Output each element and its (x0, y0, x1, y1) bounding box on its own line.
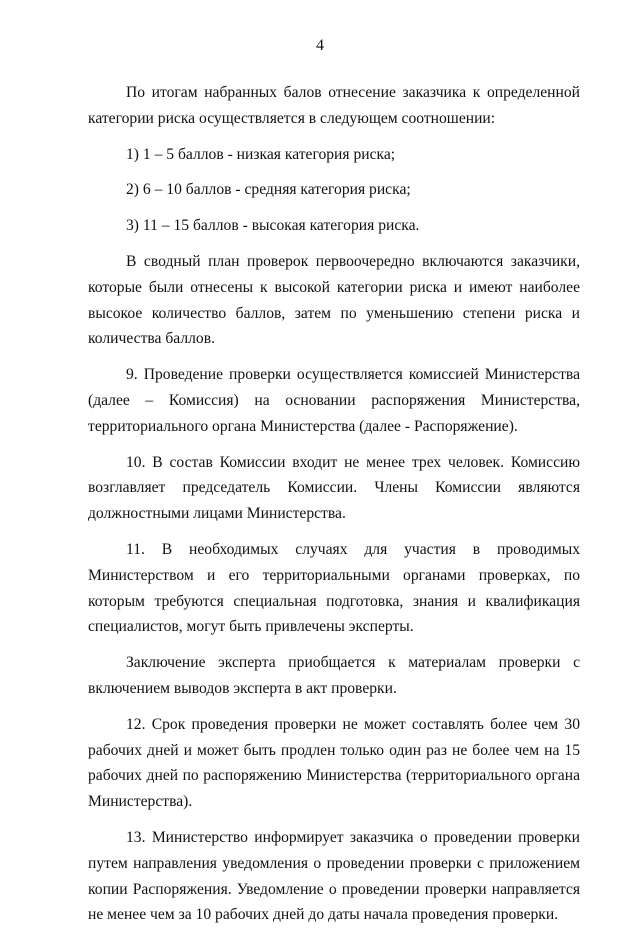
paragraph-item-10: 10. В состав Комиссии входит не менее трех человек. Комиссию возглавляет председатель Комиссии. Члены Комиссии являются должностными лицами Министерства. (88, 453, 580, 523)
paragraph-expert-conclusion: Заключение эксперта приобщается к материалам проверки с включением выводов эксперта в акт проверки. (88, 654, 580, 697)
paragraph-item-12: 12. Срок проведения проверки не может составлять более чем 30 рабочих дней и может быть продлен только один раз не более чем на 15 рабочих дней по распоряжению Министерства (территориального органа Министерства). (88, 715, 580, 811)
paragraph-item-13: 13. Министерство информирует заказчика о проведении проверки путем направления уведомления о проведении проверки с приложением копии Распоряжения. Уведомление о проведении проверки направляется не менее чем за 10 рабочих дней до даты начала проведения проверки. (88, 828, 580, 924)
page-number: 4 (316, 37, 324, 54)
intro-paragraph: По итогам набранных балов отнесение заказчика к определенной категории риска осуществляется в следующем соотношении: (88, 84, 580, 127)
risk-item-medium: 2) 6 – 10 баллов - средняя категория риска; (126, 181, 411, 199)
document-body (88, 80, 580, 938)
risk-item-high: 3) 11 – 15 баллов - высокая категория риска. (126, 217, 420, 235)
paragraph-item-11: 11. В необходимых случаях для участия в проводимых Министерством и его территориальными органами проверках, по которым требуются специальная подготовка, знания и квалификация специалистов, могут быть привлечены эксперты. (88, 540, 580, 636)
risk-item-low: 1) 1 – 5 баллов - низкая категория риска; (126, 145, 396, 163)
paragraph-consolidated-plan: В сводный план проверок первоочередно включаются заказчики, которые были отнесены к высокой категории риска и имеют наиболее высокое количество баллов, затем по уменьшению степени риска и количества баллов. (88, 252, 580, 348)
risk-category-list (88, 142, 580, 239)
paragraph-item-9: 9. Проведение проверки осуществляется комиссией Министерства (далее – Комиссия) на основании распоряжения Министерства, территориального органа Министерства (далее - Распоряжение). (88, 366, 580, 435)
